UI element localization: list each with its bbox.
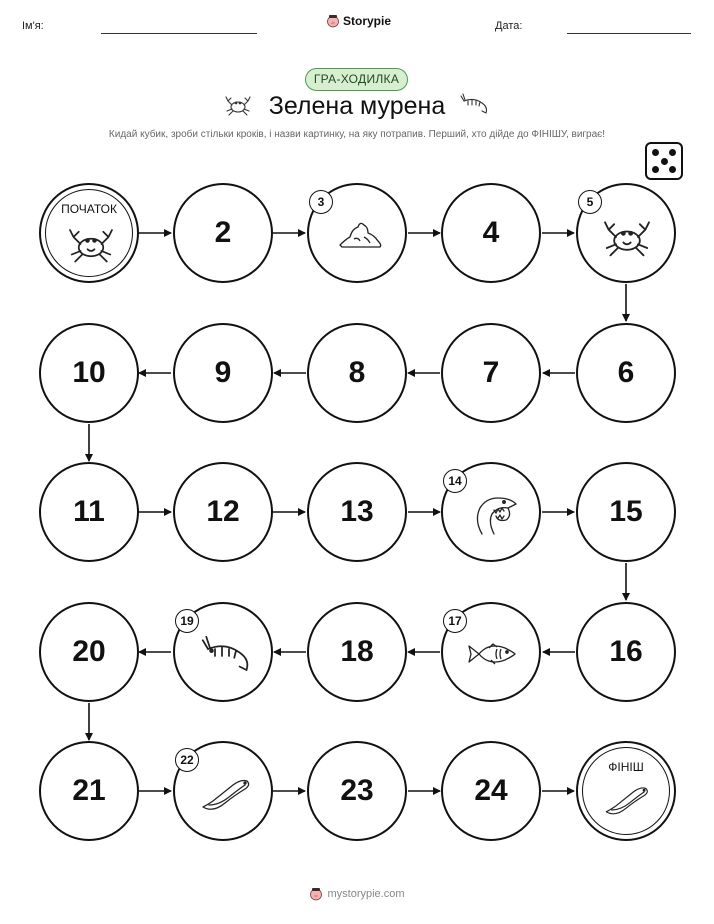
cell-number-badge: 3 (309, 190, 333, 214)
board-cell-23[interactable] (307, 741, 407, 841)
board-cell-19[interactable] (173, 602, 273, 702)
board-cell-22[interactable] (173, 741, 273, 841)
cell-number: 4 (482, 216, 500, 249)
finish-cell[interactable] (576, 741, 676, 841)
board-cell-9[interactable] (173, 323, 273, 423)
cell-number: 13 (340, 495, 374, 528)
board-cell-7[interactable] (441, 323, 541, 423)
cell-number: 7 (482, 356, 500, 389)
eel-icon (199, 775, 253, 815)
board-cell-5[interactable] (576, 183, 676, 283)
date-label: Дата: (495, 20, 523, 32)
start-label: ПОЧАТОК (61, 202, 117, 216)
cell-number: 21 (72, 774, 106, 807)
brand-name: Storypie (343, 14, 392, 28)
shrimp-icon (201, 634, 257, 678)
cell-number: 12 (206, 495, 240, 528)
game-type-badge: ГРА-ХОДИЛКА (305, 68, 408, 91)
cell-number: 20 (72, 635, 106, 668)
cell-number: 24 (474, 774, 508, 807)
board-cell-24[interactable] (441, 741, 541, 841)
board-cell-18[interactable] (307, 602, 407, 702)
cell-number: 23 (340, 774, 374, 807)
board-cell-17[interactable] (441, 602, 541, 702)
finish-label: ФІНІШ (608, 760, 644, 774)
board-cell-2[interactable] (173, 183, 273, 283)
cell-number: 11 (73, 495, 105, 528)
page-title: Зелена мурена (268, 92, 446, 120)
instructions-text: Кидай кубик, зроби стільки кроків, і назви картинку, на яку потрапив. Перший, хто дійде до ФІНІШУ, виграє! (108, 129, 606, 140)
footer (0, 887, 714, 901)
eel-mouth-icon (468, 490, 522, 538)
cell-number-badge: 14 (443, 469, 467, 493)
cell-number-badge: 17 (443, 609, 467, 633)
footer-url[interactable]: mystorypie.com (327, 888, 405, 900)
eel-icon (602, 783, 652, 819)
board-cell-14[interactable] (441, 462, 541, 562)
fish-icon (467, 640, 519, 668)
cell-number-badge: 19 (175, 609, 199, 633)
cell-number: 9 (214, 356, 232, 389)
cell-number: 2 (214, 216, 232, 249)
cell-number-badge: 22 (175, 748, 199, 772)
board-cell-4[interactable] (441, 183, 541, 283)
start-cell[interactable] (39, 183, 139, 283)
board-cell-16[interactable] (576, 602, 676, 702)
board-cell-10[interactable] (39, 323, 139, 423)
cell-number: 16 (609, 635, 643, 668)
name-label: Ім'я: (22, 20, 44, 32)
cell-number: 10 (72, 356, 106, 389)
cell-number: 15 (609, 495, 643, 528)
cell-number: 8 (348, 356, 366, 389)
board-cell-15[interactable] (576, 462, 676, 562)
cell-number: 6 (617, 356, 635, 389)
crab-icon (64, 223, 118, 265)
sand-pile-icon (336, 217, 384, 251)
board-cell-13[interactable] (307, 462, 407, 562)
board-cell-3[interactable] (307, 183, 407, 283)
board-cell-12[interactable] (173, 462, 273, 562)
pig-icon (309, 887, 323, 901)
board-cell-6[interactable] (576, 323, 676, 423)
board-cell-21[interactable] (39, 741, 139, 841)
board-cell-11[interactable] (39, 462, 139, 562)
board-cell-20[interactable] (39, 602, 139, 702)
cell-number-badge: 5 (578, 190, 602, 214)
cell-number: 18 (340, 635, 374, 668)
board-cell-8[interactable] (307, 323, 407, 423)
crab-icon (600, 215, 654, 259)
